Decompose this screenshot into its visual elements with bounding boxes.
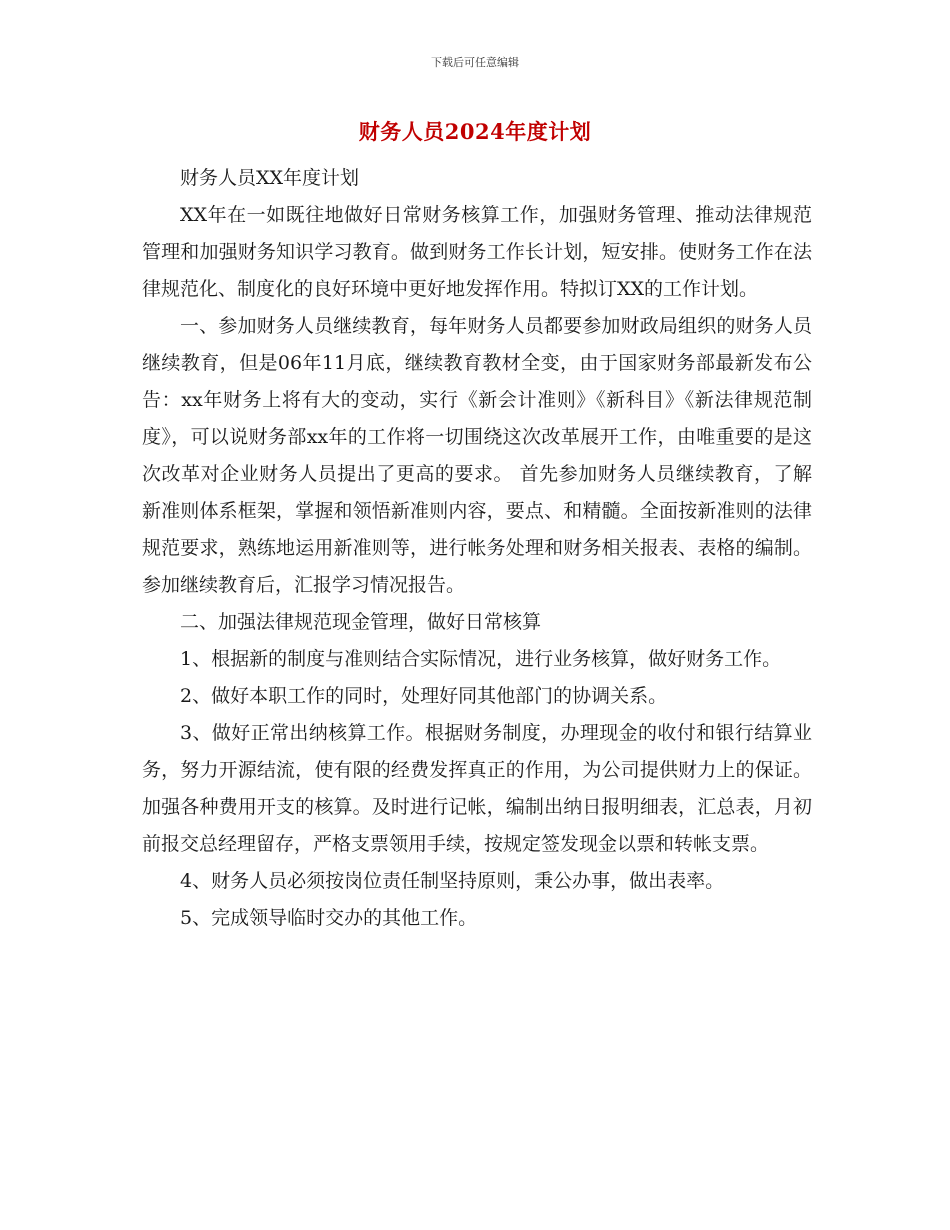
document-body (142, 160, 812, 937)
paragraph-section-2-heading: 二、加强法律规范现金管理，做好日常核算 (180, 611, 542, 633)
page-header-note: 下载后可任意编辑 (431, 56, 519, 69)
paragraph-item-2: 2、做好本职工作的同时，处理好同其他部门的协调关系。 (180, 685, 668, 707)
paragraph-item-5: 5、完成领导临时交办的其他工作。 (180, 907, 478, 929)
paragraph-item-4: 4、财务人员必须按岗位责任制坚持原则，秉公办事，做出表率。 (180, 870, 725, 892)
paragraph-subtitle: 财务人员XX年度计划 (180, 167, 360, 189)
paragraph-item-1: 1、根据新的制度与准则结合实际情况，进行业务核算，做好财务工作。 (180, 648, 782, 670)
paragraph-item-3: 3、做好正常出纳核算工作。根据财务制度，办理现金的收付和银行结算业务，努力开源结流，使有限的经费发挥真正的作用，为公司提供财力上的保证。加强各种费用开支的核算。及时进行记帐，编制出纳日报明细表，汇总表，月初前报交总经理留存，严格支票领用手续，按规定签发现金以票和转帐支票。 (142, 722, 812, 855)
document-title: 财务人员2024年度计划 (358, 119, 592, 144)
paragraph-section-1: 一、参加财务人员继续教育，每年财务人员都要参加财政局组织的财务人员继续教育，但是06年11月底，继续教育教材全变，由于国家财务部最新发布公告：xx年财务上将有大的变动，实行《新会计准则》《新科目》《新法律规范制度》，可以说财务部xx年的工作将一切围绕这次改革展开工作，由唯重要的是这次改革对企业财务人员提出了更高的要求。 首先参加财务人员继续教育，了解新准则体系框架，掌握和领悟新准则内容，要点、和精髓。全面按新准则的法律规范要求，熟练地运用新准则等，进行帐务处理和财务相关报表、表格的编制。 参加继续教育后，汇报学习情况报告。 (142, 315, 812, 596)
paragraph-intro: XX年在一如既往地做好日常财务核算工作，加强财务管理、推动法律规范管理和加强财务知识学习教育。做到财务工作长计划，短安排。使财务工作在法律规范化、制度化的良好环境中更好地发挥作用。特拟订XX的工作计划。 (142, 204, 812, 300)
